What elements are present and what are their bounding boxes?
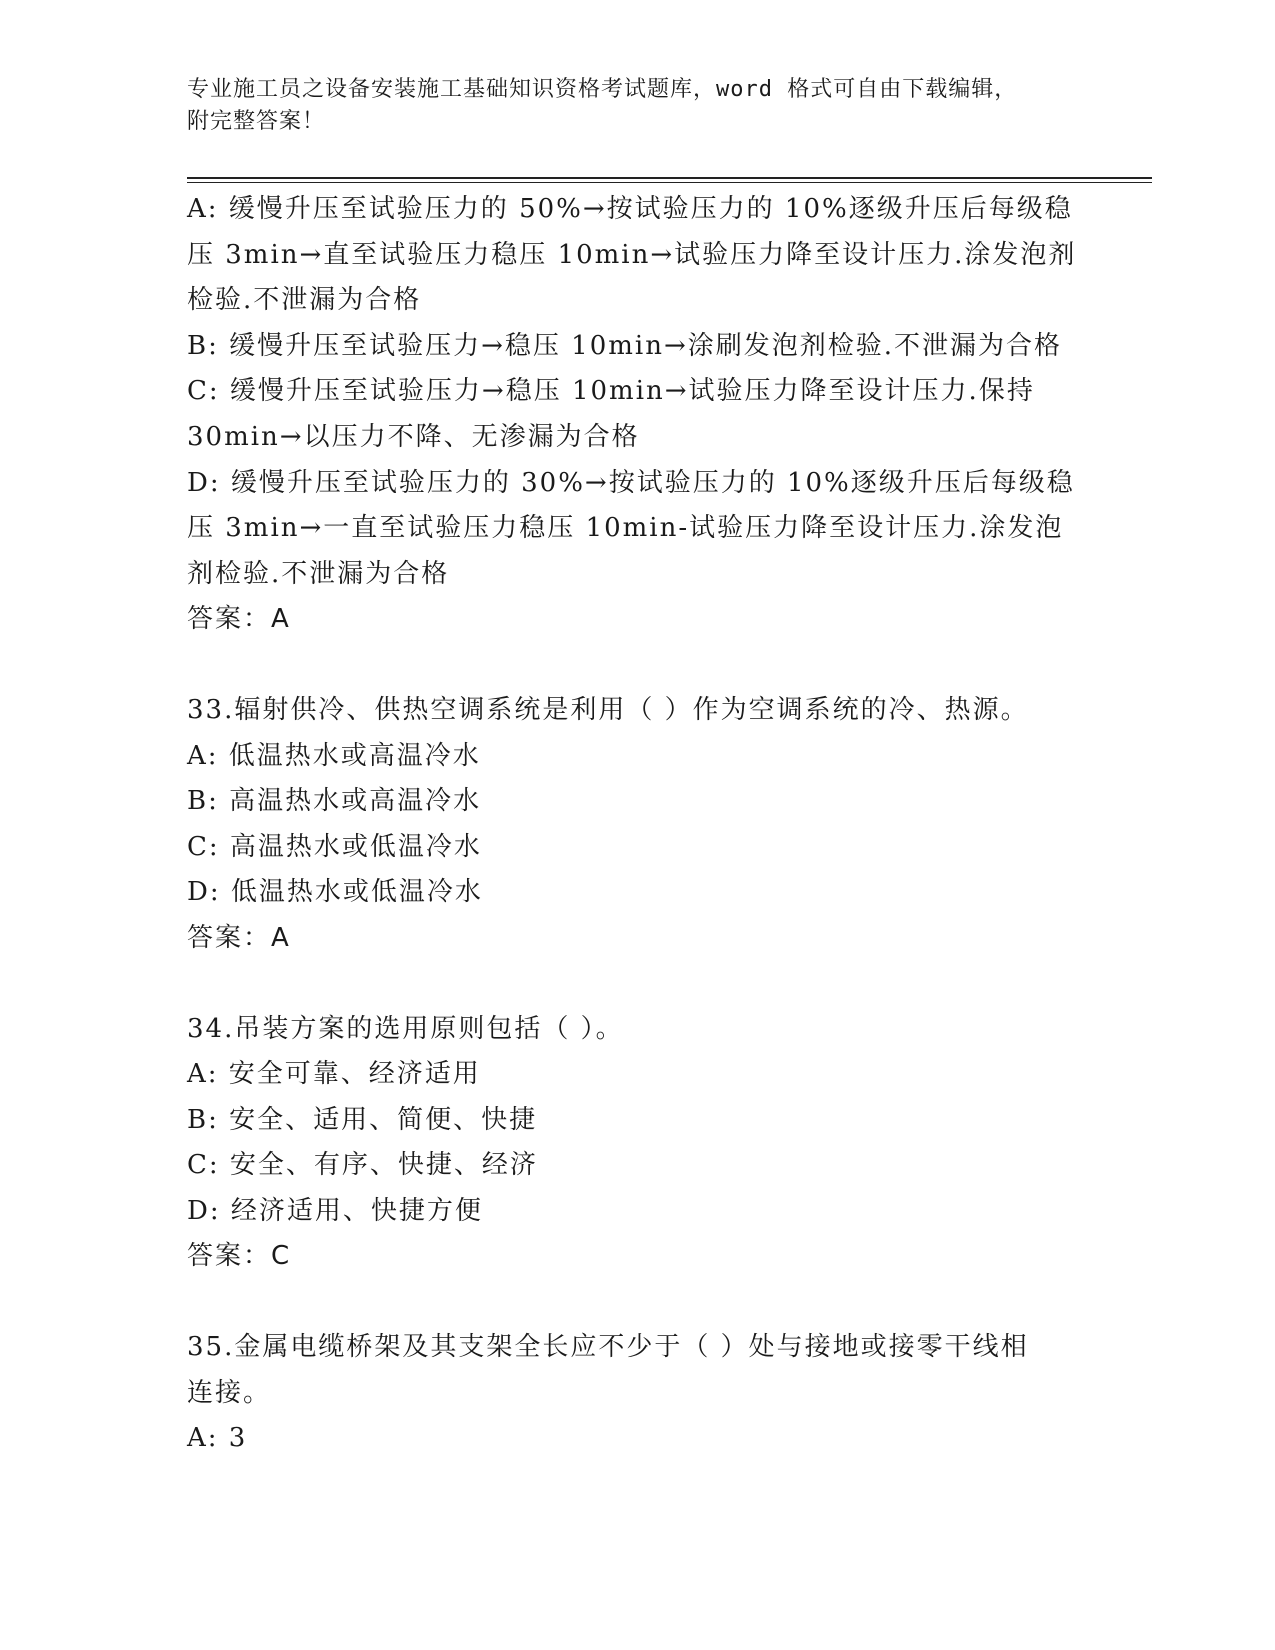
option-c: C: 安全、有序、快捷、经济 [187, 1150, 538, 1181]
answer: 答案：C [187, 1241, 292, 1272]
option-c-line-2: 30min→以压力不降、无渗漏为合格 [187, 421, 640, 452]
option-d-line-2: 压 3min→一直至试验压力稳压 10min-试验压力降至设计压力.涂发泡 [187, 513, 1064, 544]
question-stem-line-1: 35.金属电缆桥架及其支架全长应不少于（ ）处与接地或接零干线相 [187, 1332, 1029, 1363]
option-b: B: 安全、适用、简便、快捷 [187, 1104, 538, 1135]
option-a-line-1: A: 缓慢升压至试验压力的 50%→按试验压力的 10%逐级升压后每级稳 [187, 194, 1073, 224]
question-stem-line-2: 连接。 [187, 1377, 272, 1408]
answer: 答案：A [187, 922, 291, 953]
option-b: B: 缓慢升压至试验压力→稳压 10min→涂刷发泡剂检验.不泄漏为合格 [187, 330, 1063, 361]
question-stem: 33.辐射供冷、供热空调系统是利用（ ）作为空调系统的冷、热源。 [187, 694, 1029, 725]
header-divider-thick [187, 177, 1152, 179]
option-a-line-3: 检验.不泄漏为合格 [187, 285, 422, 316]
question-content [187, 187, 1087, 1462]
option-c-line-1: C: 缓慢升压至试验压力→稳压 10min→试验压力降至设计压力.保持 [187, 376, 1035, 407]
option-a-line-2: 压 3min→直至试验压力稳压 10min→试验压力降至设计压力.涂发泡剂 [187, 239, 1077, 270]
question-35 [187, 1325, 1087, 1462]
header-divider-thin [187, 182, 1152, 183]
option-a: A: 3 [187, 1423, 248, 1454]
question-34 [187, 1007, 1087, 1281]
option-b: B: 高温热水或高温冷水 [187, 786, 482, 817]
option-a: A: 安全可靠、经济适用 [187, 1059, 481, 1090]
document-header [187, 74, 1087, 138]
question-32-tail [187, 187, 1087, 643]
header-line-2: 附完整答案！ [187, 109, 326, 134]
answer: 答案：A [187, 604, 291, 635]
option-a: A: 低温热水或高温冷水 [187, 740, 481, 771]
header-line-1: 专业施工员之设备安装施工基础知识资格考试题库，word 格式可自由下载编辑， [187, 77, 1018, 102]
question-33 [187, 688, 1087, 962]
option-d: D: 低温热水或低温冷水 [187, 877, 483, 908]
option-d: D: 经济适用、快捷方便 [187, 1195, 483, 1226]
option-c: C: 高温热水或低温冷水 [187, 831, 482, 862]
question-stem: 34.吊装方案的选用原则包括（ ）。 [187, 1013, 624, 1044]
option-d-line-3: 剂检验.不泄漏为合格 [187, 558, 450, 589]
option-d-line-1: D: 缓慢升压至试验压力的 30%→按试验压力的 10%逐级升压后每级稳 [187, 467, 1075, 498]
